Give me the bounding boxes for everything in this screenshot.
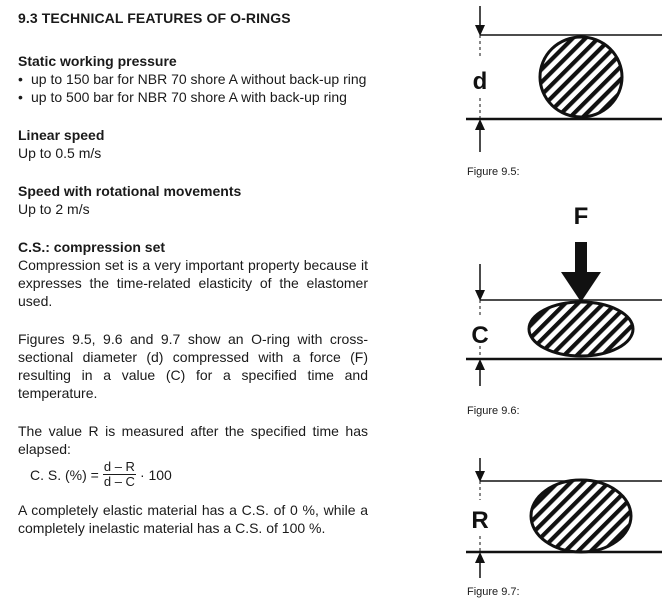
formula-fraction <box>103 460 136 489</box>
conclusion-section <box>18 501 368 537</box>
oring-cross-section <box>540 37 622 117</box>
figure-9-5 <box>462 6 662 156</box>
compression-set-text: Compression set is a very important property because it expresses the time-related elasticity of the elastomer used. <box>18 257 368 309</box>
figure-9-6 <box>462 200 662 390</box>
list-item: • up to 500 bar for NBR 70 shore A with back-up ring <box>18 88 368 106</box>
compression-set-section <box>18 238 368 310</box>
cs-formula <box>30 460 368 489</box>
force-arrow-head <box>561 272 601 302</box>
figure-9-6-caption: Figure 9.6: <box>467 405 520 417</box>
formula-numerator: d – R <box>103 459 135 474</box>
figure-label-r: R <box>471 507 489 534</box>
rotational-speed-text: Up to 2 m/s <box>18 201 90 217</box>
force-arrow-shaft <box>575 242 587 274</box>
measure-section <box>18 422 368 489</box>
figures-paragraph-section <box>18 330 368 402</box>
force-label-f: F <box>573 203 589 230</box>
static-pressure-heading: Static working pressure <box>18 53 177 69</box>
compressed-oring <box>529 302 633 356</box>
recovered-oring <box>531 480 631 552</box>
list-item: • up to 150 bar for NBR 70 shore A without back-up ring <box>18 70 368 88</box>
figure-9-5-caption: Figure 9.5: <box>467 166 520 178</box>
rotational-speed-section <box>18 182 368 218</box>
formula-factor: · 100 <box>139 466 172 483</box>
figure-label-d: d <box>472 68 488 95</box>
formula-denominator: d – C <box>103 474 135 489</box>
static-pressure-list <box>18 70 368 106</box>
figures-paragraph: Figures 9.5, 9.6 and 9.7 show an O-ring with cross-sectional diameter (d) compressed with a force (F) resulting in a value (C) for a specified time and temperature. <box>18 331 368 401</box>
figure-9-7-caption: Figure 9.7: <box>467 586 520 598</box>
conclusion-paragraph: A completely elastic material has a C.S. of 0 %, while a completely inelastic material has a C.S. of 100 %. <box>18 502 368 536</box>
formula-lhs: C. S. (%) = <box>30 466 99 483</box>
figure-9-7 <box>462 448 662 580</box>
measure-paragraph: The value R is measured after the specified time has elapsed: <box>18 423 368 457</box>
linear-speed-heading: Linear speed <box>18 127 105 143</box>
section-title: 9.3 TECHNICAL FEATURES OF O-RINGS <box>18 10 291 26</box>
text-column <box>18 10 368 557</box>
figure-label-c: C <box>471 322 489 349</box>
linear-speed-section <box>18 126 368 162</box>
rotational-speed-heading: Speed with rotational movements <box>18 183 242 199</box>
linear-speed-text: Up to 0.5 m/s <box>18 145 102 161</box>
static-pressure-section <box>18 52 368 106</box>
compression-set-heading: C.S.: compression set <box>18 239 166 255</box>
